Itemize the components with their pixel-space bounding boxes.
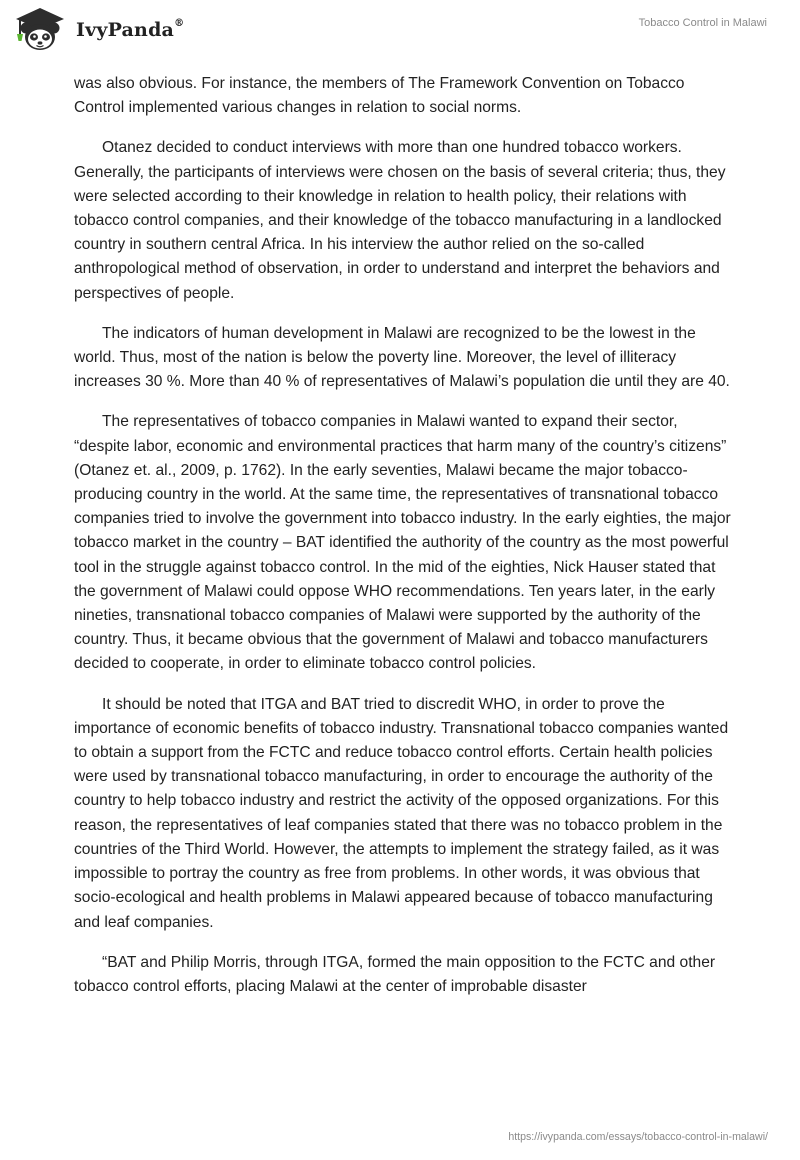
- paragraph: The indicators of human development in Malawi are recognized to be the lowest in the world. Thus, most of the nation is below the poverty line. Moreover, the level of illiteracy increases 30 %. More than 40 % of representatives of Malawi’s population die until they are 40.: [74, 324, 730, 391]
- brand-logo[interactable]: [10, 6, 184, 52]
- essay-body: [74, 72, 734, 1015]
- paragraph: “BAT and Philip Morris, through ITGA, formed the main opposition to the FCTC and other tobacco control efforts, placing Malawi at the center of improbable disaster: [74, 953, 716, 995]
- paragraph: was also obvious. For instance, the members of The Framework Convention on Tobacco Control implemented various changes in relation to social norms.: [74, 75, 685, 117]
- paragraph: It should be noted that ITGA and BAT tried to discredit WHO, in order to prove the importance of economic benefits of tobacco industry. Transnational tobacco companies wanted to obtain a support from the FCTC and reduce tobacco control efforts. Certain health policies were used by transnational tobacco manufacturing, in order to encourage the authority of the country to help tobacco industry and restrict the activity of the opposed organizations. For this reason, the representatives of leaf companies stated that there was no tobacco problem in the countries of the Third World. However, the attempts to implement the strategy failed, as it was impossible to portray the country as free from problems. In other words, it was obvious that socio-ecological and health problems in Malawi appeared because of tobacco manufacturing and leaf companies.: [74, 695, 729, 931]
- page-header: [0, 0, 800, 70]
- paragraph: Otanez decided to conduct interviews with more than one hundred tobacco workers. Generally, the participants of interviews were chosen on the basis of several criteria; thus, they were selected according to their knowledge in relation to health policy, their relations with tobacco control companies, and their knowledge of the tobacco manufacturing in a landlocked country in southern central Africa. In his interview the author relied on the so-called anthropological method of observation, in order to understand and interpret the behaviors and perspectives of people.: [74, 139, 726, 302]
- panda-graduate-icon: [10, 6, 70, 52]
- brand-name: IvyPanda®: [76, 17, 185, 41]
- paragraph: The representatives of tobacco companies in Malawi wanted to expand their sector, “despite labor, economic and environmental practices that harm many of the country’s citizens” (Otanez et. al., 2009, p. 1762). In the early seventies, Malawi became the major tobacco-producing country in the world. At the same time, the representatives of transnational tobacco companies tried to involve the government into tobacco industry. In the early eighties, the major tobacco market in the country – BAT identified the authority of the country as the most powerful tool in the struggle against tobacco control. In the mid of the eighties, Nick Hauser stated that the government of Malawi could oppose WHO recommendations. Ten years later, in the early nineties, transnational tobacco companies of Malawi were supported by the authority of the country. Thus, it became obvious that the government of Malawi and tobacco manufacturers decided to cooperate, in order to eliminate tobacco control policies.: [74, 413, 731, 673]
- registered-mark: ®: [174, 17, 185, 29]
- source-url[interactable]: https://ivypanda.com/essays/tobacco-control-in-malawi/: [508, 1131, 768, 1143]
- document-title: Tobacco Control in Malawi: [638, 17, 767, 29]
